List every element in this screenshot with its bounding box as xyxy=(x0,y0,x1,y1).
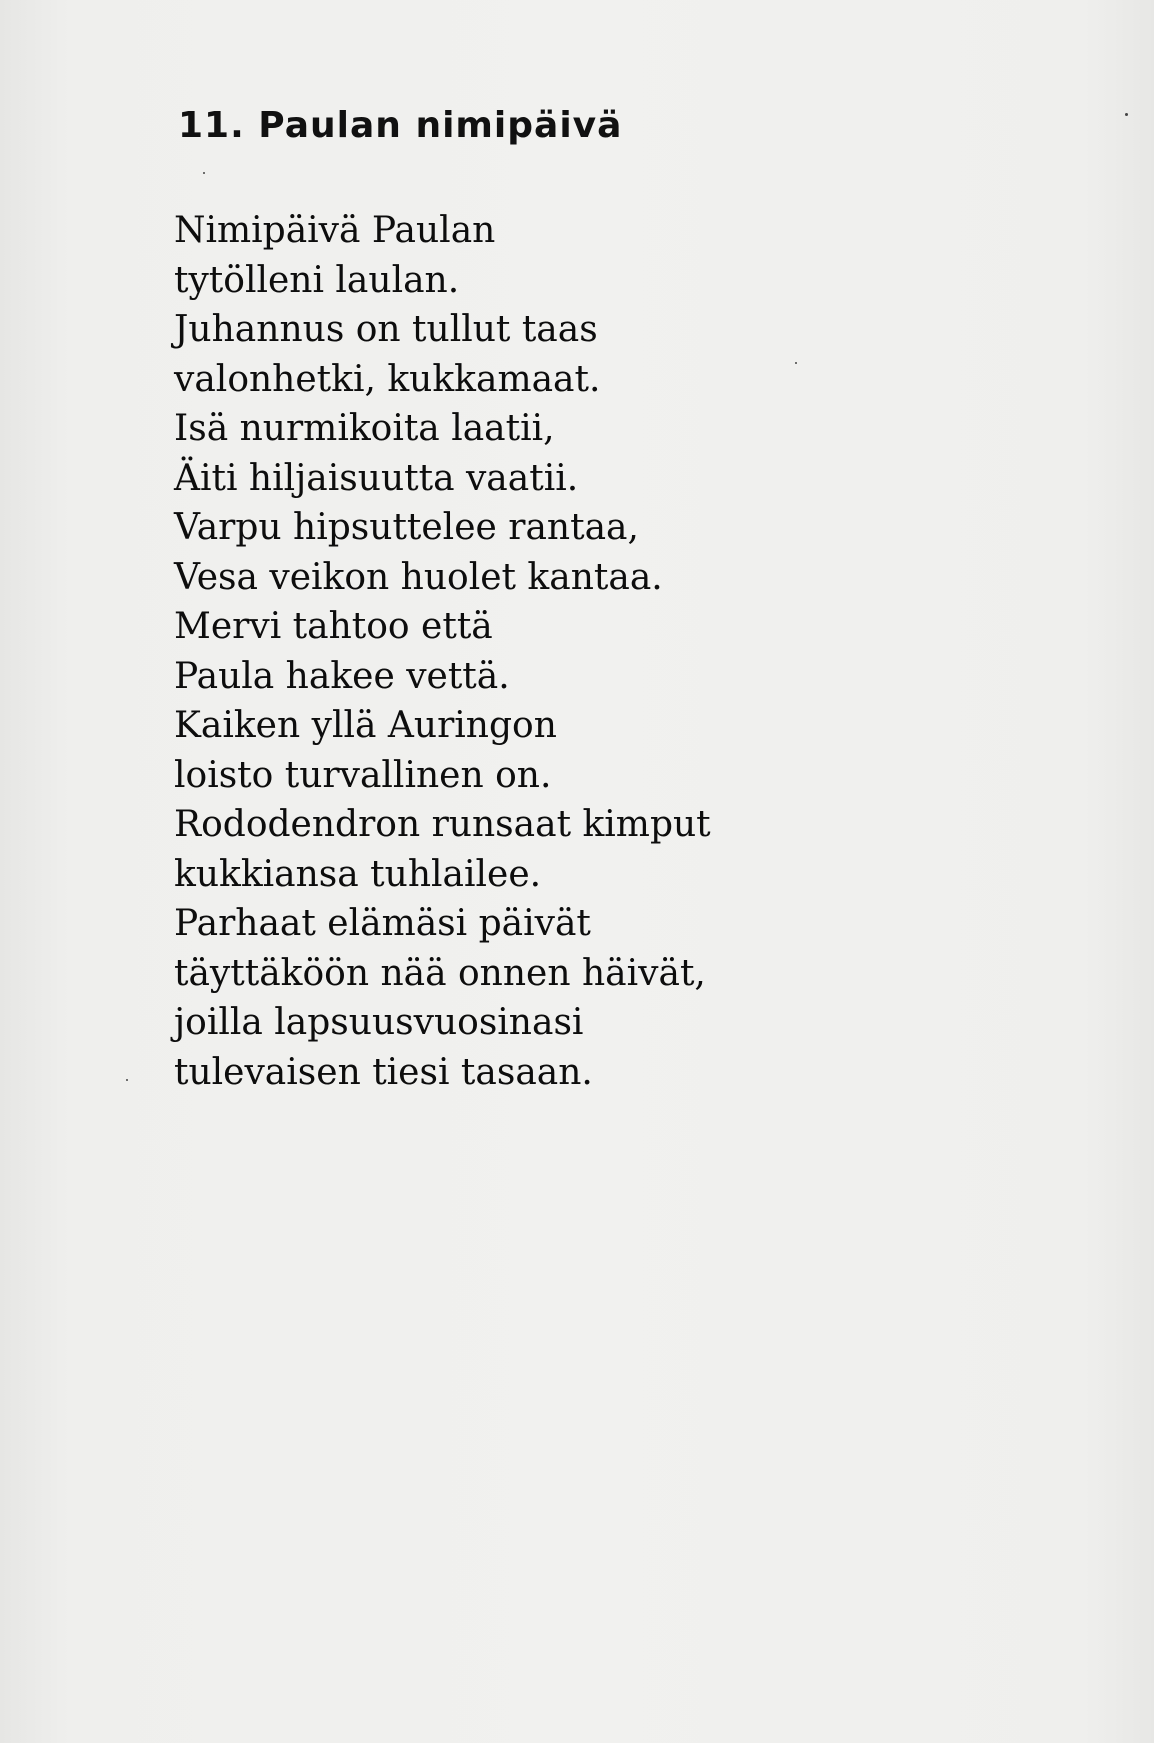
poem-line: kukkiansa tuhlailee. xyxy=(174,853,542,895)
poem-line: Nimipäivä Paulan xyxy=(174,210,496,251)
poem-line: Vesa veikon huolet kantaa. xyxy=(174,556,663,598)
poem-line: valonhetki, kukkamaat. xyxy=(174,358,601,400)
poem-line: Mervi tahtoo että xyxy=(174,606,493,647)
poem-line: Varpu hipsuttelee rantaa, xyxy=(174,507,639,548)
poem-line: Juhannus on tullut taas xyxy=(174,309,598,350)
poem-line: tulevaisen tiesi tasaan. xyxy=(174,1051,593,1093)
poem-line: Kaiken yllä Auringon xyxy=(174,705,557,746)
poem-line: joilla lapsuusvuosinasi xyxy=(174,1002,584,1043)
poem-line: loisto turvallinen on. xyxy=(174,754,552,796)
poem-body xyxy=(174,206,711,1097)
poem-line: Äiti hiljaisuutta vaatii. xyxy=(174,457,579,499)
poem-line: Rododendron runsaat kimput xyxy=(174,804,711,845)
poem-title: 11. Paulan nimipäivä xyxy=(178,105,623,146)
poem-line: tytölleni laulan. xyxy=(174,259,460,301)
poem-line: Paula hakee vettä. xyxy=(174,655,510,697)
poem-line: Parhaat elämäsi päivät xyxy=(174,903,591,944)
poem-line: Isä nurmikoita laatii, xyxy=(174,408,555,449)
poem-line: täyttäköön nää onnen häivät, xyxy=(174,952,706,994)
